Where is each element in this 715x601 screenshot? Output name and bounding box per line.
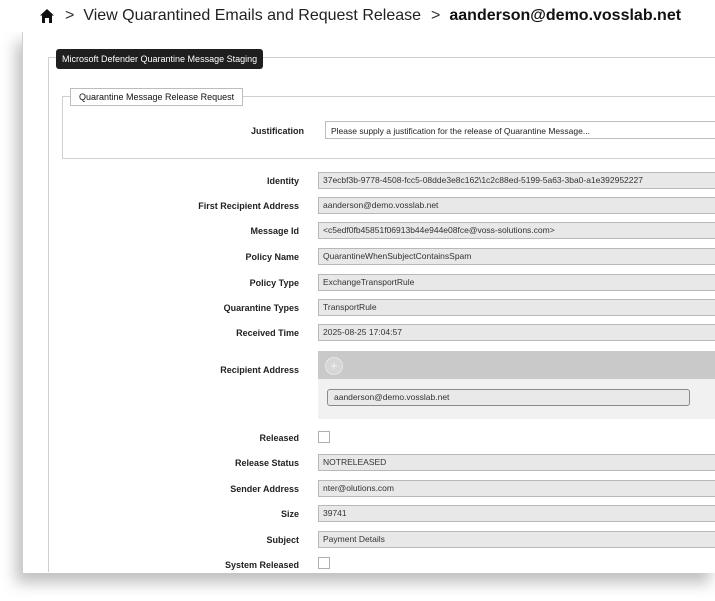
policy-name-field: QuarantineWhenSubjectContainsSpam xyxy=(318,248,715,265)
recipient-address-label: Recipient Address xyxy=(220,365,299,375)
first-recipient-field: aanderson@demo.vosslab.net xyxy=(318,197,715,214)
sender-address-field: nter@olutions.com xyxy=(318,480,715,497)
size-label: Size xyxy=(280,509,299,519)
breadcrumb-separator: > xyxy=(431,7,441,24)
policy-type-label: Policy Type xyxy=(249,278,299,288)
policy-type-field: ExchangeTransportRule xyxy=(318,274,715,291)
quarantine-types-field: TransportRule xyxy=(318,299,715,316)
size-field: 39741 xyxy=(318,505,715,522)
received-time-field: 2025-08-25 17:04:57 xyxy=(318,324,715,341)
recipient-address-input[interactable]: aanderson@demo.vosslab.net xyxy=(327,389,690,406)
release-status-field: NOTRELEASED xyxy=(318,454,715,471)
home-icon[interactable] xyxy=(39,8,55,24)
add-recipient-button[interactable]: + xyxy=(325,357,343,375)
panel-title: Microsoft Defender Quarantine Message Staging xyxy=(56,49,263,69)
released-checkbox[interactable] xyxy=(318,431,330,443)
recipient-address-toolbar xyxy=(318,351,715,379)
breadcrumb-link-quarantined-emails[interactable]: View Quarantined Emails and Request Release xyxy=(83,7,422,24)
received-time-label: Received Time xyxy=(236,328,299,338)
subject-field: Payment Details xyxy=(318,531,715,548)
system-released-checkbox[interactable] xyxy=(318,557,330,569)
released-label: Released xyxy=(259,433,299,443)
breadcrumb-current: aanderson@demo.vosslab.net xyxy=(449,7,682,24)
first-recipient-label: First Recipient Address xyxy=(198,201,299,211)
message-id-field: <c5edf0fb45851f06913b44e944e08fce@voss-solutions.com> xyxy=(318,222,715,239)
justification-label: Justification xyxy=(250,126,304,136)
release-request-title: Quarantine Message Release Request xyxy=(70,88,243,106)
subject-label: Subject xyxy=(266,535,299,545)
quarantine-types-label: Quarantine Types xyxy=(223,303,299,313)
identity-label: Identity xyxy=(266,176,299,186)
system-released-label: System Released xyxy=(224,560,299,570)
panel-border-left xyxy=(48,57,49,572)
breadcrumb xyxy=(0,0,715,32)
justification-input[interactable]: Please supply a justification for the release of Quarantine Message... xyxy=(325,121,715,139)
message-id-label: Message Id xyxy=(250,226,299,236)
identity-field: 37ecbf3b-9778-4508-fcc5-08dde3e8c162\1c2c88ed-5199-5a63-3ba0-a1e392952227 xyxy=(318,172,715,189)
release-status-label: Release Status xyxy=(234,458,299,468)
breadcrumb-separator: > xyxy=(65,7,75,24)
sender-address-label: Sender Address xyxy=(230,484,299,494)
policy-name-label: Policy Name xyxy=(245,252,299,262)
